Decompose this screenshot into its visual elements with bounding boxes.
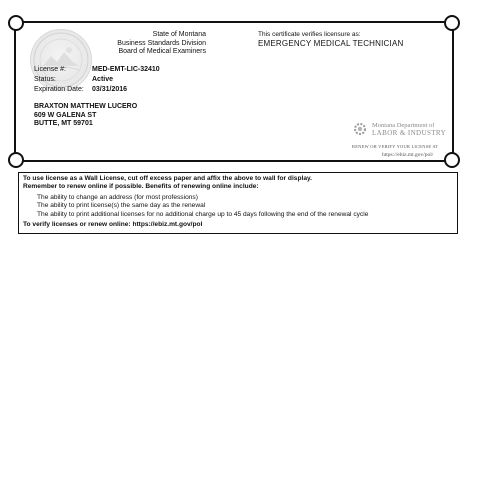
gear-logo-icon (352, 121, 368, 137)
benefits-list (23, 194, 453, 219)
status-row (34, 75, 160, 85)
license-number-label: License #: (34, 66, 66, 73)
wall-license-certificate (14, 21, 454, 162)
renew-verify-text: RENEW OR VERIFY YOUR LICENSE AT (352, 144, 439, 149)
expiration-value: 03/31/2016 (92, 86, 128, 93)
licensee-name: BRAXTON MATTHEW LUCERO (34, 103, 138, 110)
issuer-state: State of Montana (152, 31, 206, 38)
issuer-board: Board of Medical Examiners (118, 48, 206, 55)
issuer-division: Business Standards Division (117, 39, 206, 47)
status-value: Active (92, 76, 114, 83)
verification-label: This certificate verifies licensure as: (258, 31, 361, 38)
department-url: https://ebiz.mt.gov/pol/ (382, 152, 434, 158)
renew-online-reminder: Remember to renew online if possible. Benefits of renewing online include: (23, 183, 259, 191)
license-fields (34, 65, 160, 95)
expiration-label: Expiration Date: (34, 86, 84, 93)
issuer-block (86, 31, 206, 57)
department-name-line1: Montana Department of (372, 122, 435, 129)
instructions-box (18, 172, 458, 234)
verify-renew-link-text: To verify licenses or renew online: https://ebiz.mt.gov/pol (23, 221, 203, 229)
corner-ornament (8, 152, 24, 168)
corner-ornament (444, 152, 460, 168)
licensee-address (34, 103, 137, 129)
corner-ornament (8, 15, 24, 31)
wall-license-instruction: To use license as a Wall License, cut off excess paper and affix the above to wall for display. (23, 175, 312, 182)
list-item: The ability to print license(s) the same day as the renewal (37, 202, 206, 210)
license-number-value: MED-EMT-LIC-32410 (92, 66, 160, 73)
profession-title: EMERGENCY MEDICAL TECHNICIAN (258, 39, 404, 48)
licensee-city: BUTTE, MT 59701 (34, 120, 93, 127)
licensee-street: 609 W GALENA ST (34, 111, 97, 119)
department-name-line2: LABOR & INDUSTRY (372, 129, 447, 137)
corner-ornament (444, 15, 460, 31)
list-item: The ability to change an address (for most professions) (37, 193, 198, 201)
list-item: The ability to print additional licenses for no additional charge up to 45 days following the end of the renewal cycle (37, 210, 369, 218)
expiration-row (34, 85, 160, 95)
license-number-row (34, 65, 160, 75)
status-label: Status: (34, 76, 56, 83)
